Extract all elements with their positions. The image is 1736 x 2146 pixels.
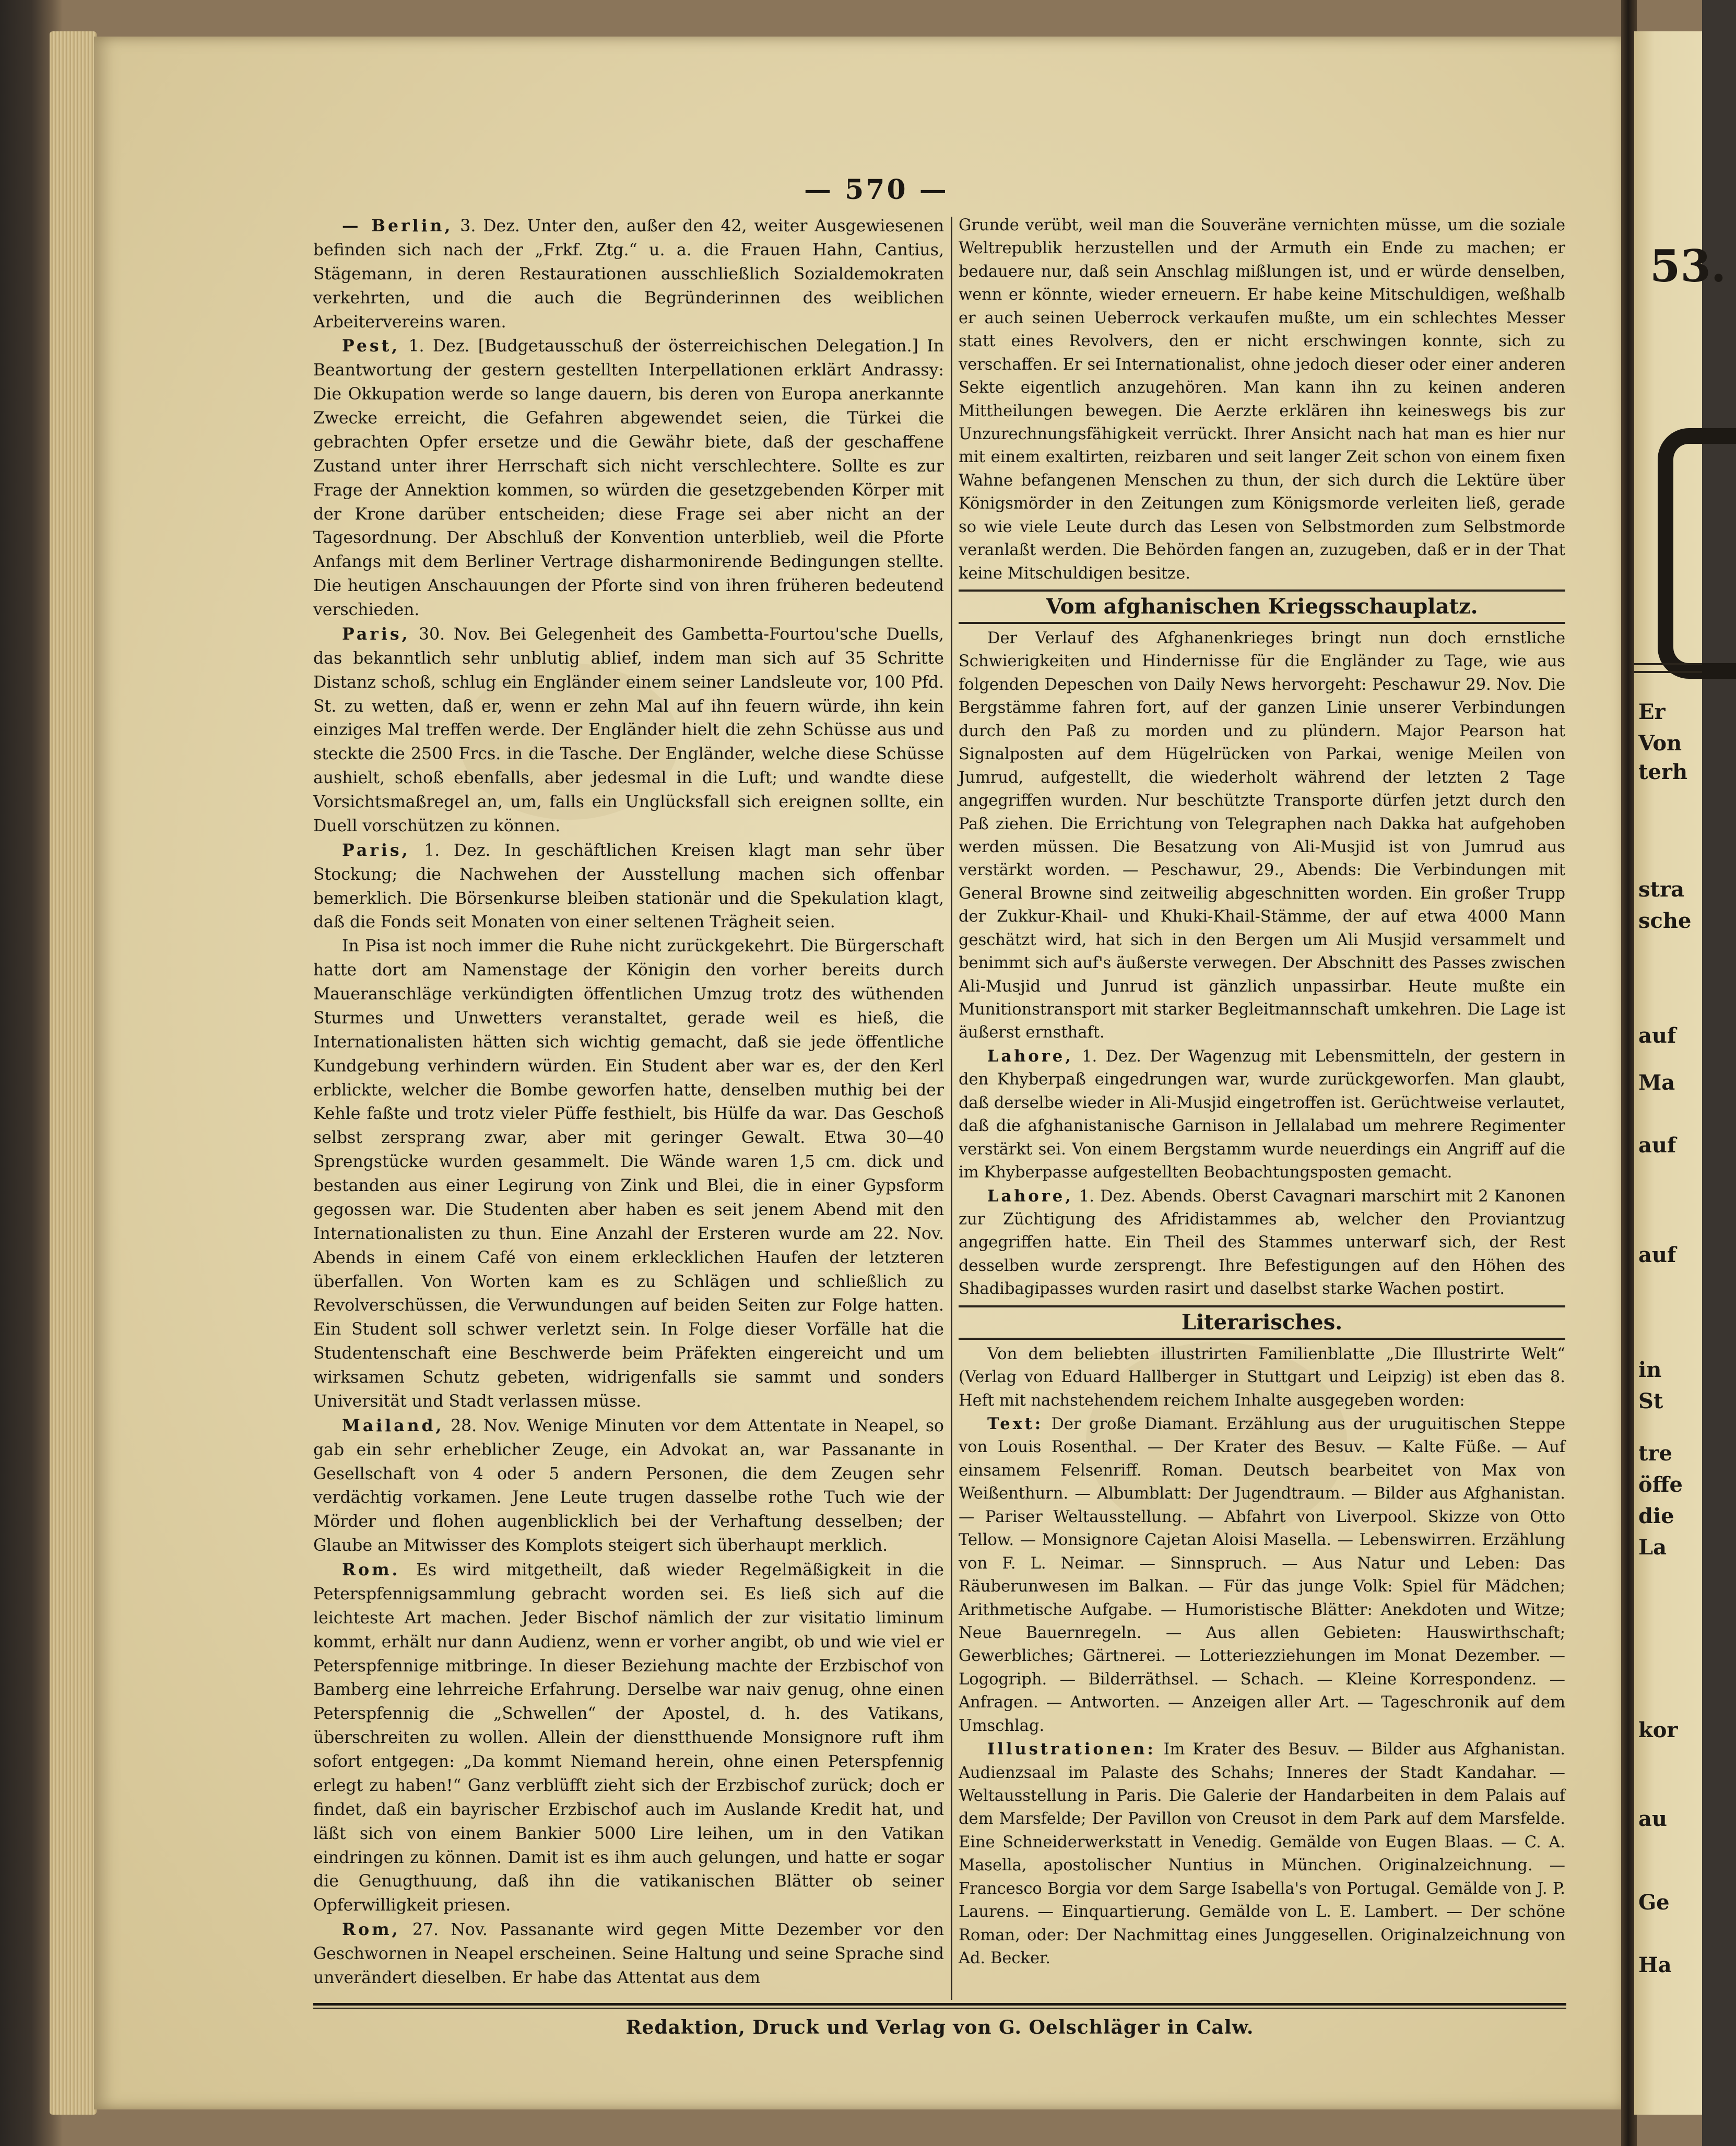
article-paragraph	[959, 1045, 1565, 1185]
article-paragraph	[959, 1343, 1565, 1412]
article-paragraph	[313, 839, 944, 935]
adjacent-page-text: Ha	[1638, 1953, 1672, 1977]
adjacent-page-text: tre	[1638, 1441, 1672, 1466]
article-text: 28. Nov. Wenige Minuten vor dem Attentate in Neapel, so gab ein sehr erheblicher Zeuge, ein Advokat an, war Passanante in Gesellschaft von 4 oder 5 andern Personen, die dem Zeugen sehr verdächtig vorkamen. Jene Leute trugen dasselbe rothe Tuch wie der Mörder und flohen augenblicklich bei der Verhaftung desselben; der Glaube an Mitwisser des Komplots steigert sich überhaupt merklich.	[313, 1416, 944, 1555]
dateline-place: Paris,	[342, 840, 410, 860]
adjacent-page-text: Ge	[1638, 1890, 1670, 1915]
article-text: Der Verlauf des Afghanenkrieges bringt nun doch ernstliche Schwierigkeiten und Hindernisse für die Engländer zu Tage, wie aus folgenden Depeschen von Daily News hervorgeht: Peschawur 29. Nov. Die Bergstämme fahren fort, auf der ganzen Linie unserer Verbindungen durch den Paß zu morden und zu plündern. Major Pearson hat Signalposten auf dem Hügelrücken von Parkai, wenige Meilen von Jumrud, aufgestellt, die wiederholt während der letzten 2 Tage angegriffen wurden. Nur beschützte Transporte dürfen jetzt durch den Paß ziehen. Die Errichtung von Telegraphen nach Dakka hat aufgehoben werden müssen. Die Besatzung von Ali-Musjid ist von Jumrud aus verstärkt worden. — Peschawur, 29., Abends: Die Verbindungen mit General Browne sind zeitweilig abgeschnitten worden. Ein großer Trupp der Zukkur-Khail- und Khuki-Khail-Stämme, der auf etwa 4000 Mann geschätzt wird, hat sich in den Bergen um Ali Musjid versammelt und benimmt sich auf's äußerste verwegen. Der Abschnitt des Passes zwischen Ali-Musjid und Junrud ist gänzlich unpassirbar. Heute mußte ein Munitionstransport mit starker Begleitmannschaft umkehren. Die Lage ist äußerst ernsthaft.	[959, 629, 1565, 1042]
article-text: 3. Dez. Unter den, außer den 42, weiter Ausgewiesenen befinden sich nach der „Frkf. Ztg.“ u. a. die Frauen Hahn, Cantius, Stägemann, in deren Restaurationen ausschließlich Sozialdemokraten verkehrten, und die auch die Begründerinnen des weiblichen Arbeitervereins waren.	[313, 217, 944, 332]
dateline-place: Illustrationen:	[987, 1740, 1156, 1759]
article-text: 1. Dez. Der Wagenzug mit Lebensmitteln, der gestern in den Khyberpaß eingedrungen war, wurde zurückgeworfen. Man glaubt, daß derselbe wieder in Ali-Musjid eingetroffen ist. Gerüchtweise verlautet, daß die afghanistanische Garnison in Jellalabad um mehrere Regimenter verstärkt sei. Von einem Bergstamm wurde neuerdings ein Angriff auf die im Khyberpasse aufgestellten Beobachtungsposten gemacht.	[959, 1047, 1565, 1182]
article-paragraph	[313, 1918, 944, 1990]
right-column	[959, 214, 1565, 1971]
dateline-place: Rom,	[342, 1920, 400, 1940]
page-number: — 570 —	[804, 174, 949, 206]
article-paragraph	[959, 1185, 1565, 1301]
afghan-war-articles	[959, 627, 1565, 1301]
article-text: 30. Nov. Bei Gelegenheit des Gambetta-Fourtou'sche Duells, das bekanntlich sehr unblutig ablief, indem man sich auf 35 Schritte Distanz schoß, schlug ein Engländer einem seiner Landsleute vor, 100 Pfd. St. zu wetten, daß er, wenn er zehn Mal auf ihn feuern würde, ihn kein einziges Mal treffen werde. Der Engländer hielt die zehn Schüsse aus und steckte die 2500 Frcs. in die Tasche. Der Engländer, welche diese Schüsse aushielt, schoß ebenfalls, aber jedesmal in die Luft; und wandte diese Vorsichtsmaßregel an, um, falls ein Unglücksfall sich ereignen sollte, ein Duell vorschützen zu können.	[313, 624, 944, 835]
article-paragraph	[959, 627, 1565, 1045]
article-paragraph	[313, 935, 944, 1414]
left-column	[313, 214, 944, 1990]
article-text: 1. Dez. Abends. Oberst Cavagnari marschirt mit 2 Kanonen zur Züchtigung des Afridistammes ab, welcher den Proviantzug angegriffen hatte. Ein Theil des Stammes unterwarf sich, der Rest desselben wurde zersprengt. Ihre Befestigungen auf den Höhen des Shadibagipasses wurden rasirt und daselbst starke Wachen postirt.	[959, 1187, 1565, 1299]
column-divider	[951, 217, 952, 2000]
adjacent-page-fragment	[1634, 31, 1727, 2115]
adjacent-page-text: Ma	[1638, 1070, 1675, 1095]
adjacent-page-text: au	[1638, 1807, 1667, 1831]
article-text: Es wird mitgetheilt, daß wieder Regelmäßigkeit in die Peterspfennigsammlung gebracht worden sei. Es ließ sich auf die leichteste Art machen. Jeder Bischof nämlich der zur visitatio liminum kommt, erhält nur dann Audienz, wenn er vorher angibt, ob und wie viel er Peterspfennige mitbringe. In dieser Beziehung machte der Erzbischof von Bamberg eine lehrreiche Erfahrung. Derselbe war naiv genug, ohne einen Peterspfennig die „Schwellen“ der Apostel, d. h. des Vatikans, überschreiten zu wollen. Allein der dienstthuende Monsignore ruft ihm sofort entgegen: „Da kommt Niemand herein, ohne einen Peterspfennig erlegt zu haben!“ Ganz verblüfft zieht sich der Erzbischof zurück; doch er findet, daß ein bayrischer Erzbischof auch im Auslande Kredit hat, und läßt sich von einem Bankier 5000 Lire leihen, um in den Vatikan eindringen zu können. Damit ist es ihm auch gelungen, und hatte er sogar die Genugthuung, daß ihn die vatikanischen Blätter ob seiner Opferwilligkeit priesen.	[313, 1561, 944, 1915]
section-heading-afghan-war: Vom afghanischen Kriegsschauplatz.	[959, 589, 1565, 624]
article-paragraph	[959, 1412, 1565, 1738]
adjacent-page-text: kor	[1638, 1718, 1678, 1742]
dateline-place: Text:	[987, 1414, 1044, 1433]
adjacent-page-text: Von	[1638, 731, 1682, 756]
continued-article-text: Grunde verübt, weil man die Souveräne vernichten müsse, um die soziale Weltrepublik herzustellen und der Armuth ein Ende zu machen; er bedauere nur, daß sein Anschlag mißlungen ist, und er würde denselben, wenn er könnte, wieder erneuern. Er habe keine Mitschuldigen, weßhalb er auch seinen Ueberrock verkaufen mußte, um ein schlechtes Messer statt eines Revolvers, den er nicht erschwingen konnte, sich zu verschaffen. Er sei Internationalist, ohne jedoch dieser oder einer anderen Sekte eigentlich anzugehören. Man kann ihn zu keinen anderen Mittheilungen bewegen. Die Aerzte erklären ihn keineswegs bis zur Unzurechnungsfähigkeit verrückt. Ihrer Ansicht nach hat man es hier nur mit einem exaltirten, reizbaren und seit langer Zeit schon von einem fixen Wahne befangenen Menschen zu thun, der sich durch die Lektüre über Königsmörder in den Zeitungen zum Königsmorde verleiten ließ, gerade so wie viele Leute durch das Lesen von Selbstmorden zum Selbstmorde veranlaßt werden. Die Behörden fangen an, zuzugeben, daß er in der That keine Mitschuldigen besitze.	[959, 216, 1565, 583]
adjacent-page-text: sche	[1638, 909, 1692, 933]
article-text: 1. Dez. In geschäftlichen Kreisen klagt man sehr über Stockung; die Nachwehen der Ausstellung machen sich offenbar bemerklich. Die Börsenkurse bleiben stationär und die Spekulation klagt, daß die Fonds seit Monaten von einer seltenen Trägheit seien.	[313, 841, 944, 932]
literary-articles	[959, 1343, 1565, 1971]
bottom-rule	[313, 2003, 1566, 2006]
article-paragraph	[313, 334, 944, 622]
adjacent-page-text: terh	[1638, 760, 1688, 784]
adjacent-page-text: St	[1638, 1389, 1663, 1413]
article-text: 27. Nov. Passanante wird gegen Mitte Dezember vor den Geschwornen in Neapel erscheinen. Seine Haltung und seine Sprache sind unverändert dieselben. Er habe das Attentat aus dem	[313, 1920, 944, 1987]
article-paragraph	[313, 622, 944, 839]
dateline-place: Pest,	[342, 336, 400, 356]
page-stack-edges	[50, 31, 97, 2115]
article-text: 1. Dez. [Budgetausschuß der österreichischen Delegation.] In Beantwortung der gestern gestellten Interpellationen erklärt Andrassy: Die Okkupation werde so lange dauern, bis deren von Europa anerkannte Zwecke erreicht, die Gefahren abgewendet seien, die Türkei die gebrachten Opfer ersetze und die Gewähr biete, daß der geschaffene Zustand unter ihrer Herrschaft sich nicht verschlechtere. Sollte es zur Frage der Annektion kommen, so würden die gesetzgebenden Körper mit der Krone darüber entscheiden; diese Frage sei aber nicht an der Tagesordnung. Der Abschluß der Konvention unterblieb, weil die Pforte Anfangs mit dem Berliner Vertrage disharmonirende Bedingungen stellte. Die heutigen Anschauungen der Pforte sind von ihren früheren bedeutend verschieden.	[313, 337, 944, 619]
dateline-place: — Berlin,	[342, 216, 453, 235]
adjacent-page-text: 53.	[1650, 240, 1727, 292]
adjacent-rule	[1634, 671, 1702, 673]
article-paragraph	[313, 1414, 944, 1558]
ornament-bracket	[1658, 428, 1736, 679]
article-text: In Pisa ist noch immer die Ruhe nicht zurückgekehrt. Die Bürgerschaft hatte dort am Namenstage der Königin den vorher bereits durch Maueranschläge verkündigten öffentlichen Umzug trotz des wüthenden Sturmes und Unwetters veranstaltet, gerade weil es hieß, die Internationalisten hätten sich wichtig gemacht, daß sie jede öffentliche Kundgebung verhindern würden. Ein Student aber war es, der den Kerl erblickte, welcher die Bombe geworfen hatte, denselben muthig bei der Kehle faßte und trotz vieler Püffe festhielt, bis Hülfe da war. Das Geschoß selbst zersprang zwar, aber mit geringer Gewalt. Etwa 30—40 Sprengstücke wurden gesammelt. Die Wände waren 1,5 cm. dick und bestanden aus einer Legirung von Zink und Blei, die in einer Gypsform gegossen war. Die Studenten aber haben es seit jenem Abend mit den Internationalisten zu thun. Eine Anzahl der Ersteren wurde am 22. Nov. Abends in einem Café von einem erklecklichen Haufen der letzteren überfallen. Von Worten kam es zu Schlägen und schließlich zu Revolverschüssen, die Verwundungen auf beiden Seiten zur Folge hatten. Ein Student soll schwer verletzt sein. In Folge dieser Vorfälle hat die Studentenschaft eine Beschwerde beim Präfekten eingereicht und um wirksamen Schutz gebeten, widrigenfalls sie sammt und sonders Universität und Stadt verlassen müsse.	[313, 937, 944, 1411]
article-paragraph	[313, 1558, 944, 1918]
dateline-place: Rom.	[342, 1560, 400, 1579]
adjacent-page-text: Er	[1638, 700, 1666, 724]
dateline-place: Mailand,	[342, 1416, 444, 1435]
article-text: Von dem beliebten illustrirten Familienblatte „Die Illustrirte Welt“ (Verlag von Eduard Hallberger in Stuttgart und Leipzig) ist eben das 8. Heft mit nachstehendem reichem Inhalte ausgegeben worden:	[959, 1345, 1565, 1410]
adjacent-page-text: La	[1638, 1535, 1667, 1560]
adjacent-page-text: öffe	[1638, 1472, 1683, 1497]
bottom-rule-thin	[313, 2008, 1566, 2009]
article-text: Der große Diamant. Erzählung aus der uruguitischen Steppe von Louis Rosenthal. — Der Krater des Besuv. — Kalte Füße. — Auf einsamem Felsenriff. Roman. Deutsch bearbeitet von Max von Weißenthurn. — Albumblatt: Der Jugendtraum. — Bilder aus Afghanistan. — Pariser Weltausstellung. — Abfahrt von Liverpool. Skizze von Otto Tellow. — Monsignore Cajetan Aloisi Masella. — Lebenswirren. Erzählung von F. L. Neimar. — Sinnspruch. — Aus Natur und Leben: Das Räuberunwesen im Balkan. — Für das junge Volk: Spiel für Mädchen; Arithmetische Aufgabe. — Humoristische Blätter: Anekdoten und Witze; Neue Bauernregeln. — Aus allen Gebieten: Hauswirthschaft; Gewerbliches; Gärtnerei. — Lotteriezziehungen im Monat Dezember. — Logogriph. — Bilderräthsel. — Schach. — Kleine Korrespondenz. — Anfragen. — Antworten. — Anzeigen aller Art. — Tageschronik auf dem Umschlag.	[959, 1415, 1565, 1735]
article-text: Im Krater des Besuv. — Bilder aus Afghanistan. Audienzsaal im Palaste des Schahs; Inneres der Stadt Kandahar. — Weltausstellung in Paris. Die Galerie der Handarbeiten in dem Palais auf dem Marsfelde; Der Pavillon von Creusot in dem Park auf dem Marsfelde. Eine Schneiderwerkstatt in Venedig. Gemälde von Eugen Blaas. — C. A. Masella, apostolischer Nuntius in München. Originalzeichnung. — Francesco Borgia vor dem Sarge Isabella's von Portugal. Gemälde von J. P. Laurens. — Einquartierung. Gemälde von L. E. Lambert. — Der schöne Roman, oder: Der Nachmittag eines Junggesellen. Originalzeichnung von Ad. Becker.	[959, 1740, 1565, 1968]
adjacent-rule	[1634, 663, 1702, 665]
imprint-line: Redaktion, Druck und Verlag von G. Oelschläger in Calw.	[625, 2017, 1254, 2038]
article-paragraph	[959, 1738, 1565, 1970]
adjacent-page-text: auf	[1638, 1023, 1676, 1048]
adjacent-page-text: in	[1638, 1358, 1662, 1382]
adjacent-page-text: auf	[1638, 1243, 1676, 1267]
dateline-place: Paris,	[342, 624, 410, 644]
section-heading-literary: Literarisches.	[959, 1305, 1565, 1340]
adjacent-page-text: stra	[1638, 877, 1684, 902]
adjacent-page-text: auf	[1638, 1133, 1676, 1158]
dateline-place: Lahore,	[987, 1186, 1073, 1206]
adjacent-page-text: die	[1638, 1504, 1674, 1528]
article-paragraph	[313, 214, 944, 334]
dateline-place: Lahore,	[987, 1046, 1073, 1066]
